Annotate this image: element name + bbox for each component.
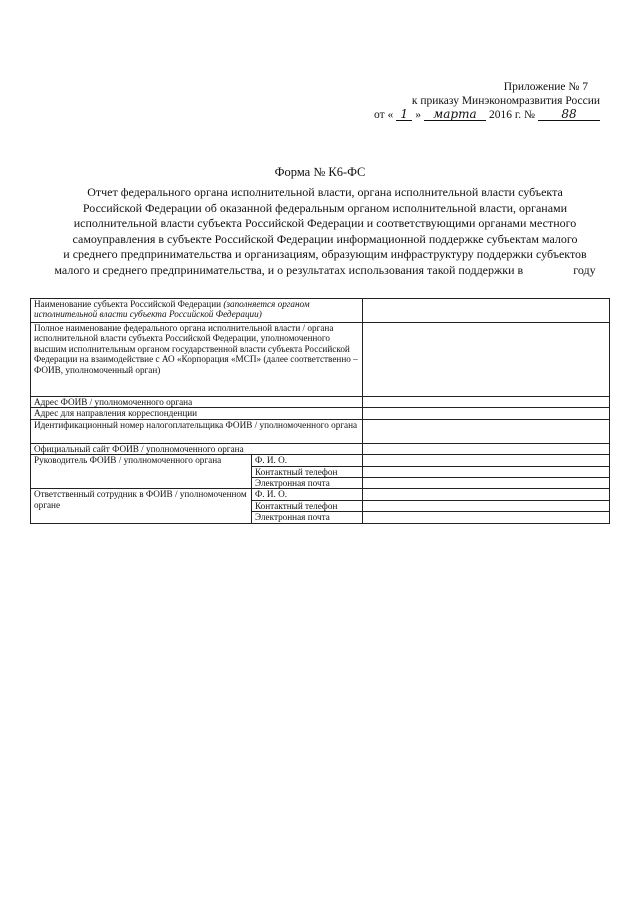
date-prefix: от «	[373, 109, 394, 121]
table-row	[31, 489, 610, 500]
responsible-fio-value[interactable]	[363, 489, 610, 500]
order-year-label: 2016 г. №	[488, 109, 535, 121]
order-number: 88	[538, 108, 600, 121]
report-title-line: исполнительной власти субъекта Российской Федерации и соответствующими органами местного	[73, 216, 577, 230]
date-quote: »	[415, 109, 421, 121]
report-title-line: Российской Федерации об оказанной федеральным органом исполнительной власти, органами	[82, 200, 568, 215]
table-row	[31, 408, 610, 419]
report-title-year-word: году	[573, 262, 596, 277]
region-name-value[interactable]	[363, 299, 610, 323]
table-row	[31, 323, 610, 397]
report-title-text: малого и среднего предпринимательства, и о результатах использования такой поддержки в	[54, 262, 524, 277]
responsible-email-label: Электронная почта	[252, 512, 363, 523]
region-name-note: (заполняется органом исполнительной власти субъекта Российской Федерации)	[34, 299, 310, 320]
head-email-value[interactable]	[363, 478, 610, 489]
head-phone-label: Контактный телефон	[252, 466, 363, 477]
table-row	[31, 397, 610, 408]
report-title	[40, 185, 610, 278]
full-name-label: Полное наименование федерального органа исполнительной власти / органа исполнительной власти субъекта Российской Федерации, уполномоченного высшим исполнительным органом государственной власти субъекта Российской Федерации на взаимодействие с АО «Корпорация «МСП» (далее соответственно – ФОИВ, уполномоченный орган)	[31, 323, 363, 397]
report-title-line: и среднего предпринимательства и организациям, образующим инфраструктуру поддержки субъектов	[63, 247, 587, 261]
order-reference: к приказу Минэкономразвития России	[411, 95, 600, 107]
head-phone-value[interactable]	[363, 466, 610, 477]
order-month: марта	[424, 108, 486, 121]
head-email-label: Электронная почта	[252, 478, 363, 489]
inn-value[interactable]	[363, 419, 610, 443]
website-label: Официальный сайт ФОИВ / уполномоченного органа	[31, 443, 363, 454]
table-row	[31, 443, 610, 454]
mail-address-value[interactable]	[363, 408, 610, 419]
head-fio-label: Ф. И. О.	[252, 455, 363, 466]
form-title: Форма № К6-ФС	[274, 165, 366, 179]
responsible-fio-label: Ф. И. О.	[252, 489, 363, 500]
table-row	[31, 299, 610, 323]
responsible-label: Ответственный сотрудник в ФОИВ / уполномоченном органе	[31, 489, 252, 523]
responsible-phone-value[interactable]	[363, 500, 610, 511]
address-value[interactable]	[363, 397, 610, 408]
report-form-table	[30, 298, 610, 524]
full-name-value[interactable]	[363, 323, 610, 397]
order-day: 1	[396, 108, 412, 121]
region-name-label	[31, 299, 363, 323]
region-name-text: Наименование субъекта Российской Федерации	[34, 299, 222, 309]
responsible-phone-label: Контактный телефон	[252, 500, 363, 511]
website-value[interactable]	[363, 443, 610, 454]
address-label: Адрес ФОИВ / уполномоченного органа	[31, 397, 363, 408]
report-title-last-line	[40, 263, 610, 279]
report-title-line: самоуправления в субъекте Российской Федерации информационной поддержке субъектам малого	[72, 231, 578, 246]
order-date-line	[330, 108, 600, 122]
appendix-number: Приложение № 7	[503, 81, 588, 93]
inn-label: Идентификационный номер налогоплательщика ФОИВ / уполномоченного органа	[31, 419, 363, 443]
mail-address-label: Адрес для направления корреспонденции	[31, 408, 363, 419]
responsible-email-value[interactable]	[363, 512, 610, 523]
head-label: Руководитель ФОИВ / уполномоченного органа	[31, 455, 252, 489]
table-row	[31, 419, 610, 443]
appendix-header	[330, 80, 600, 122]
head-fio-value[interactable]	[363, 455, 610, 466]
table-row	[31, 455, 610, 466]
report-title-line: Отчет федерального органа исполнительной власти, органа исполнительной власти субъекта	[87, 185, 563, 199]
